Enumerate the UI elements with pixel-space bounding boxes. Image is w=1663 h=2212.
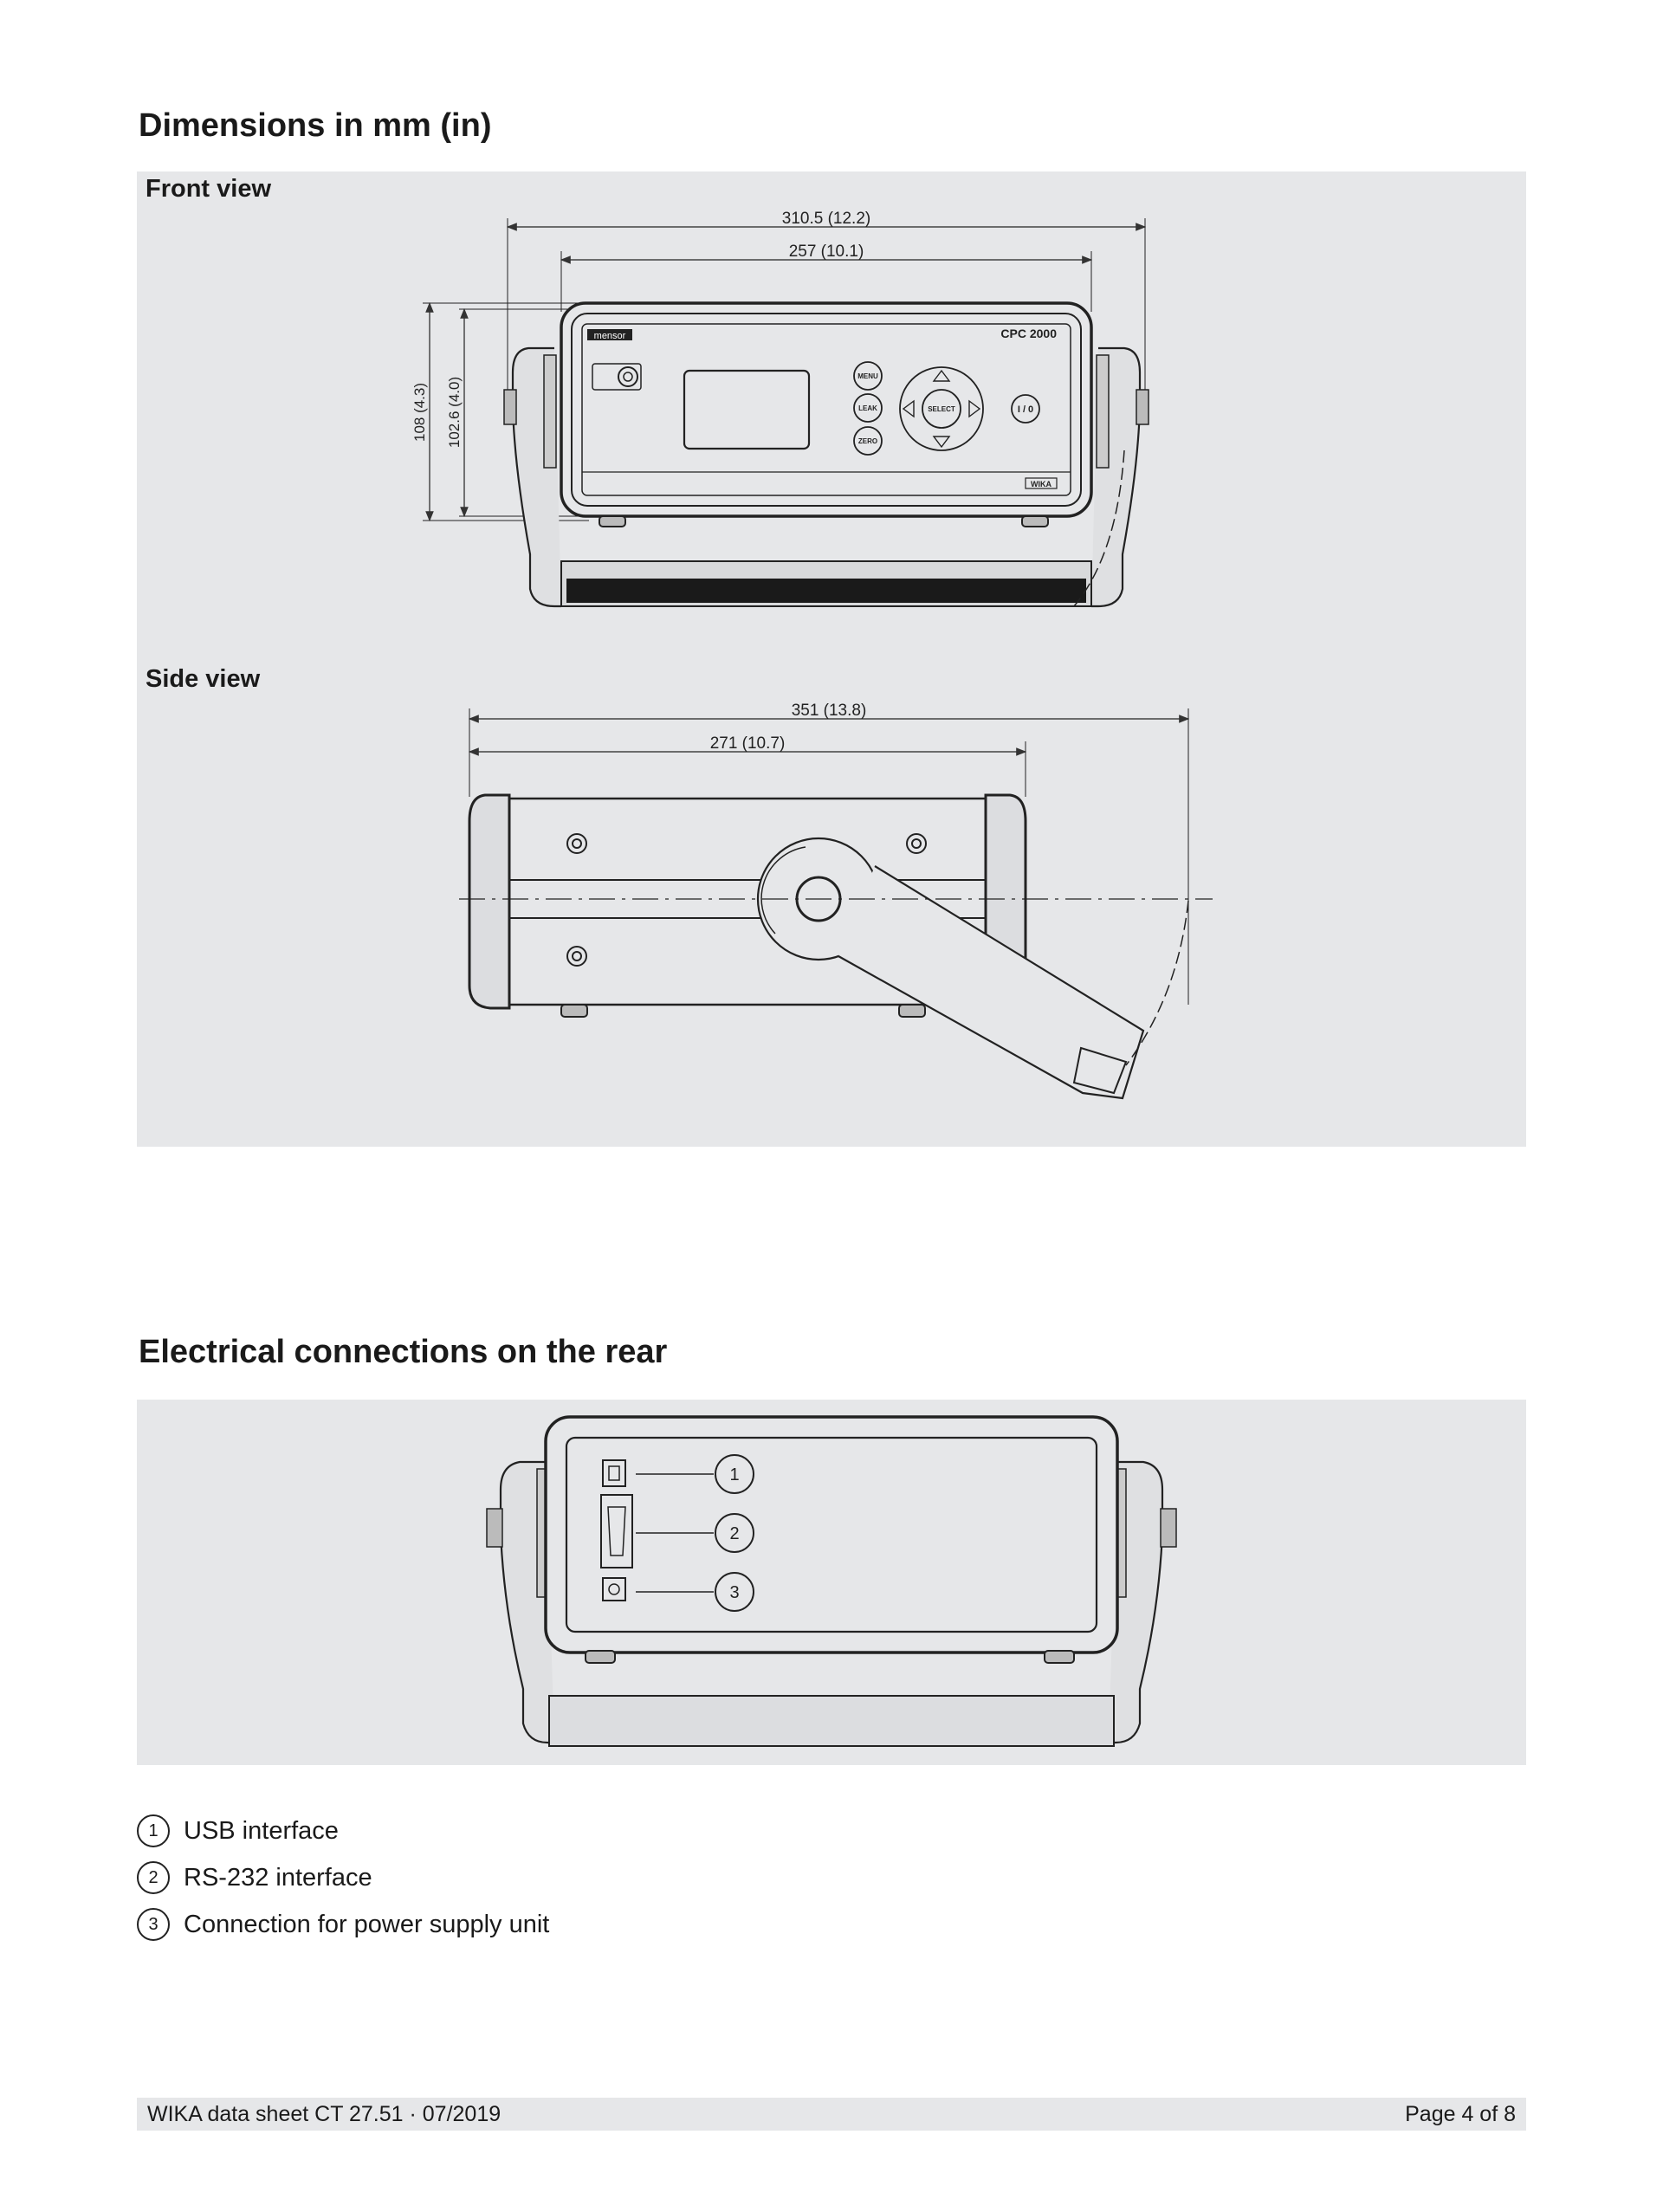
footer-page-number: Page 4 of 8 [1405, 2101, 1516, 2126]
legend-item [137, 1859, 372, 1897]
overall-width-label: 310.5 (12.2) [781, 210, 871, 228]
callout-2-label: 2 [729, 1524, 740, 1543]
maker-text: WIKA [1031, 480, 1052, 488]
side-view-label: Side view [146, 665, 261, 693]
brand-text: mensor [593, 331, 626, 341]
side-view-drawing [459, 708, 1213, 1098]
legend-item [137, 1905, 549, 1944]
case-width-label: 257 (10.1) [788, 243, 864, 261]
select-button-label: SELECT [928, 405, 955, 413]
overall-depth-label: 351 (13.8) [791, 702, 867, 720]
side-view-labels [710, 702, 867, 753]
callout-3-label: 3 [729, 1583, 740, 1602]
menu-button-label: MENU [857, 372, 878, 380]
model-text: CPC 2000 [1000, 327, 1057, 340]
front-view-label: Front view [146, 175, 272, 203]
rear-view-drawing [487, 1417, 1176, 1746]
legend-number: 3 [137, 1908, 170, 1941]
case-depth-label: 271 (10.7) [709, 734, 786, 753]
overall-height-label: 108 (4.3) [411, 382, 428, 443]
front-view-drawing [423, 218, 1149, 606]
leak-button-label: LEAK [858, 404, 877, 412]
section-title-electrical: Electrical connections on the rear [139, 1334, 668, 1370]
footer-doc-ref: WIKA data sheet CT 27.51 · 07/2019 [147, 2101, 501, 2126]
legend-label: RS-232 interface [184, 1863, 372, 1892]
legend-number: 2 [137, 1861, 170, 1894]
case-height-label: 102.6 (4.0) [446, 376, 463, 449]
power-button-label: I / 0 [1017, 404, 1034, 415]
legend-item [137, 1812, 339, 1850]
legend-label: Connection for power supply unit [184, 1910, 550, 1938]
callout-1-label: 1 [729, 1465, 740, 1484]
section-title-dimensions: Dimensions in mm (in) [139, 107, 492, 144]
page-footer [137, 2098, 1526, 2131]
legend-number: 1 [137, 1814, 170, 1847]
zero-button-label: ZERO [857, 437, 878, 445]
stand-base-bar [566, 579, 1086, 603]
legend-label: USB interface [184, 1816, 339, 1845]
